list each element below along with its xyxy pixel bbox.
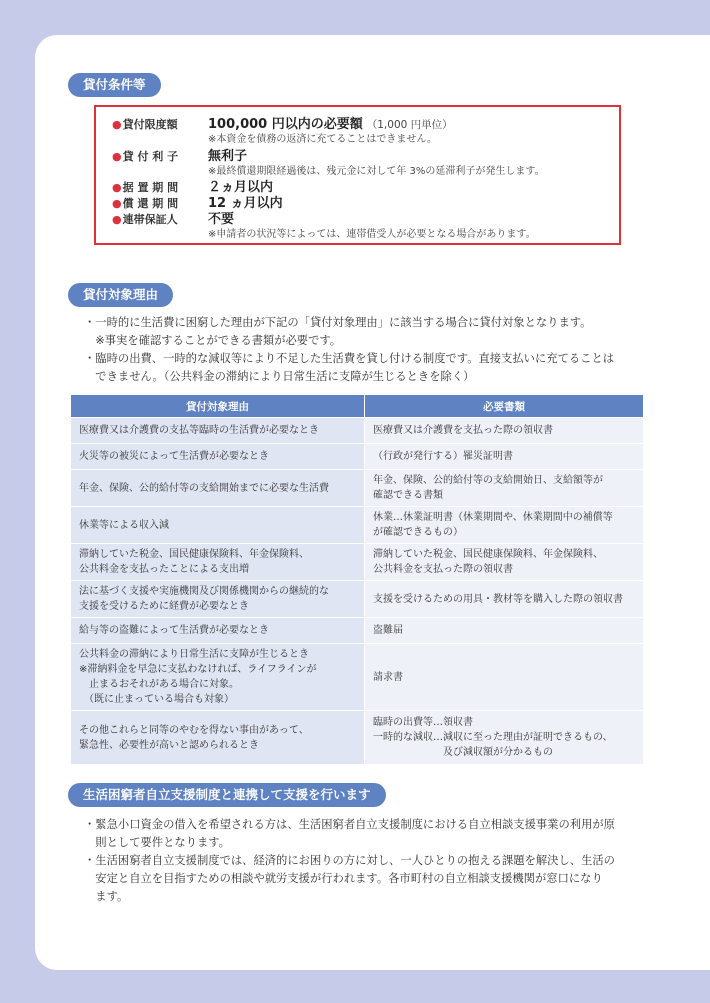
table-row bbox=[71, 544, 644, 581]
paragraph-line: ・臨時の出費、一時的な減収等により不足した生活費を貸し付ける制度です。直接支払いに充てることは bbox=[84, 352, 615, 365]
condition-row-interest bbox=[112, 148, 205, 164]
section-heading-loan-conditions: 貸付条件等 bbox=[68, 73, 161, 97]
table-row bbox=[71, 581, 644, 618]
reason-cell: 法に基づく支援や実施機関及び関係機関からの継続的な 支援を受けるために経費が必要なとき bbox=[71, 581, 365, 618]
condition-label: 貸 付 利 子 bbox=[122, 150, 179, 163]
reason-cell: 火災等の被災によって生活費が必要なとき bbox=[71, 444, 365, 470]
reason-cell: 医療費又は介護費の支払等臨時の生活費が必要なとき bbox=[71, 418, 365, 444]
table-header-row bbox=[71, 395, 644, 418]
reasons-table bbox=[70, 394, 644, 765]
column-header-reason: 貸付対象理由 bbox=[71, 395, 365, 418]
documents-cell: （行政が発行する）罹災証明書 bbox=[365, 444, 644, 470]
section-heading-support-system: 生活困窮者自立支援制度と連携して支援を行います bbox=[68, 783, 386, 807]
bullet-icon: ● bbox=[112, 118, 122, 131]
reason-cell: 滞納していた税金、国民健康保険料、年金保険料、 公共料金を支払ったことによる支出増 bbox=[71, 544, 365, 581]
documents-cell: 臨時の出費等…領収書 一時的な減収…減収に至った理由が証明できるもの、 及び減収額が分かるもの bbox=[365, 711, 644, 765]
bullet-icon: ● bbox=[112, 150, 122, 163]
condition-note: ※最終償還期限経過後は、残元金に対して年 3%の延滞利子が発生します。 bbox=[208, 166, 545, 177]
condition-row-repayment bbox=[112, 195, 205, 211]
paragraph-line: ・緊急小口資金の借入を希望される方は、生活困窮者自立支援制度における自立相談支援事業の利用が原 bbox=[84, 818, 615, 831]
reason-cell: その他これらと同等のやむを得ない事由があって、 緊急性、必要性が高いと認められるとき bbox=[71, 711, 365, 765]
paragraph-line: 則として要件となります。 bbox=[84, 836, 230, 849]
table-row bbox=[71, 418, 644, 444]
table-row bbox=[71, 444, 644, 470]
condition-label: 貸付限度額 bbox=[122, 118, 178, 131]
table-row bbox=[71, 507, 644, 544]
table-row bbox=[71, 711, 644, 765]
condition-value-text: 100,000 円以内の必要額 bbox=[208, 117, 363, 132]
paragraph-line: ます。 bbox=[84, 890, 129, 903]
bullet-icon: ● bbox=[112, 213, 122, 226]
reason-cell: 給与等の盗難によって生活費が必要なとき bbox=[71, 618, 365, 644]
reason-cell: 公共料金の滞納により日常生活に支障が生じるとき ※滞納料金を早急に支払わなければ、ライフラインが 止まるおそれがある場合に対象。 （既に止まっている場合も対象） bbox=[71, 644, 365, 711]
documents-cell: 休業…休業証明書（休業期間や、休業期間中の補償等 が確認できるもの） bbox=[365, 507, 644, 544]
condition-note: ※申請者の状況等によっては、連帯借受人が必要となる場合があります。 bbox=[208, 229, 536, 240]
condition-value: 無利子 bbox=[208, 149, 248, 164]
condition-value: 12 ヵ月以内 bbox=[208, 196, 283, 211]
condition-value: 不要 bbox=[208, 212, 235, 227]
documents-cell: 年金、保険、公的給付等の支給開始日、支給額等が 確認できる書類 bbox=[365, 470, 644, 507]
table-row bbox=[71, 470, 644, 507]
paragraph-line: ・生活困窮者自立支援制度では、経済的にお困りの方に対し、一人ひとりの抱える課題を解決し、生活の bbox=[84, 854, 615, 867]
bullet-icon: ● bbox=[112, 197, 122, 210]
reason-cell: 年金、保険、公的給付等の支給開始までに必要な生活費 bbox=[71, 470, 365, 507]
paragraph-line: できません。（公共料金の滞納により日常生活に支障が生じるときを除く） bbox=[84, 370, 475, 383]
documents-cell: 請求書 bbox=[365, 644, 644, 711]
documents-cell: 盗難届 bbox=[365, 618, 644, 644]
paragraph-line: ・一時的に生活費に困窮した理由が下記の「貸付対象理由」に該当する場合に貸付対象となります。 bbox=[84, 316, 592, 329]
condition-row-limit bbox=[112, 116, 205, 132]
documents-cell: 医療費又は介護費を支払った際の領収書 bbox=[365, 418, 644, 444]
condition-label: 連帯保証人 bbox=[122, 213, 178, 226]
condition-value-sub: （1,000 円単位） bbox=[366, 119, 453, 131]
section-heading-loan-reasons: 貸付対象理由 bbox=[68, 283, 173, 307]
documents-cell: 滞納していた税金、国民健康保険料、年金保険料、 公共料金を支払った際の領収書 bbox=[365, 544, 644, 581]
condition-row-grace bbox=[112, 179, 205, 195]
condition-row-guarantor bbox=[112, 211, 205, 227]
condition-label: 償 還 期 間 bbox=[122, 197, 179, 210]
condition-value: ２ヵ月以内 bbox=[208, 180, 274, 195]
condition-note: ※本資金を債務の返済に充てることはできません。 bbox=[208, 134, 437, 145]
paragraph-line: ※事実を確認することができる書類が必要です。 bbox=[84, 334, 342, 347]
paragraph-line: 安定と自立を目指すための相談や就労支援が行われます。各市町村の自立相談支援機関が窓口になり bbox=[84, 872, 603, 885]
condition-label: 据 置 期 間 bbox=[122, 181, 179, 194]
reason-cell: 休業等による収入減 bbox=[71, 507, 365, 544]
table-row bbox=[71, 618, 644, 644]
loan-conditions-box bbox=[94, 105, 621, 245]
table-row bbox=[71, 644, 644, 711]
column-header-documents: 必要書類 bbox=[365, 395, 644, 418]
documents-cell: 支援を受けるための用具・教材等を購入した際の領収書 bbox=[365, 581, 644, 618]
bullet-icon: ● bbox=[112, 181, 122, 194]
